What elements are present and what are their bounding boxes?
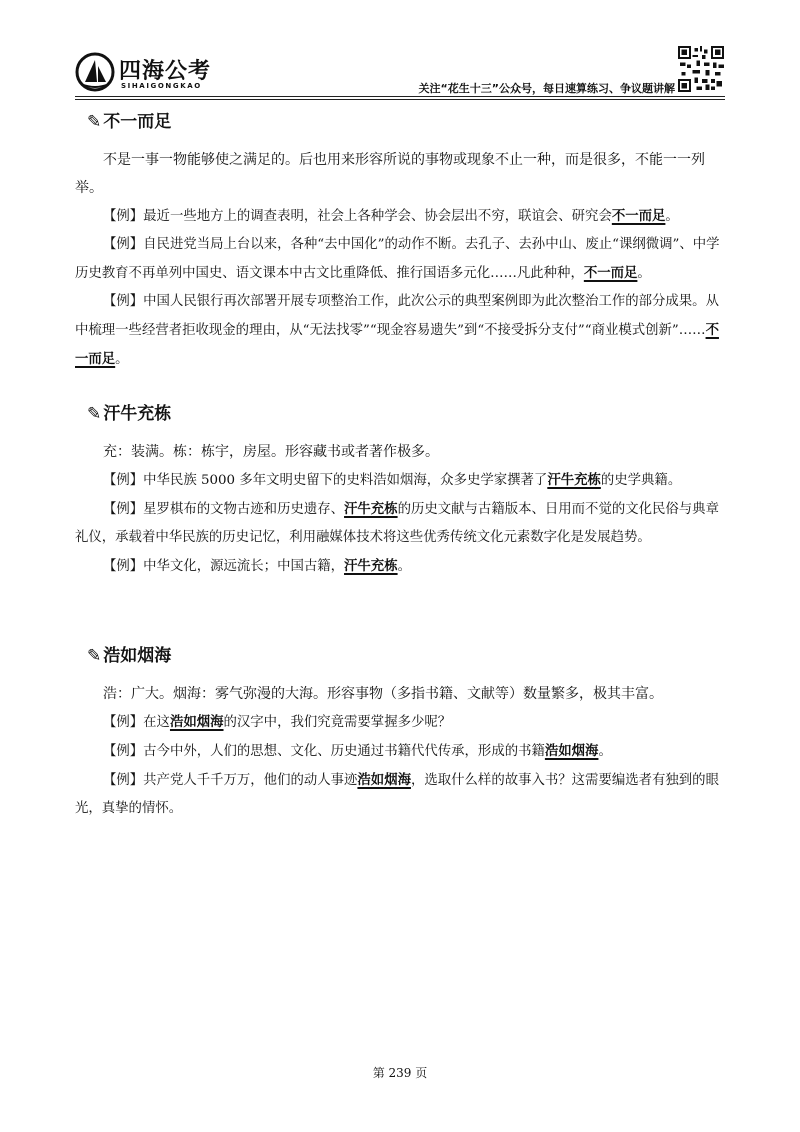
example-paragraph: 【例】中国人民银行再次部署开展专项整治工作，此次公示的典型案例即为此次整治工作的部分成果。从中梳理一些经营者拒收现金的理由，从“无法找零”“现金容易遗失”到“不接受拆分支付”“商业模式创新”……不一而足。 [75,294,719,367]
example-paragraph: 【例】星罗棋布的文物古迹和历史遗存、汗牛充栋的历史文献与古籍版本、日用而不觉的文化民俗与典章礼仪，承载着中华民族的历史记忆，利用融媒体技术将这些优秀传统文化元素数字化是发展趋势。 [75,501,719,545]
idiom-section-1 [75,110,725,374]
keyword: 不一而足 [583,265,638,281]
keyword: 汗牛充栋 [547,472,601,488]
header-slogan: 关注“花生十三”公众号，每日速算练习、争议题讲解 [418,82,675,95]
idiom-definition: 不是一事一物能够使之满足的。后也用来形容所说的事物或现象不止一种，而是很多，不能一一列举。 [75,152,705,196]
example-paragraph: 【例】共产党人千千万万，他们的动人事迹浩如烟海，选取什么样的故事入书？这需要编选者有独到的眼光，真挚的情怀。 [75,772,719,816]
logo [75,52,235,100]
qr-code-icon [678,46,724,92]
sail-logo-icon [75,52,115,92]
page-number: 第 239 页 [372,1066,428,1080]
idiom-title: ✎ 不一而足 [87,112,172,132]
keyword: 不一而足 [611,208,666,224]
idiom-section-2 [75,402,725,581]
keyword: 汗牛充栋 [344,558,398,574]
pencil-icon: ✎ [87,404,102,424]
example-paragraph: 【例】中华民族 5000 多年文明史留下的史料浩如烟海，众多史学家撰著了汗牛充栋的史学典籍。 [103,472,682,488]
example-paragraph: 【例】在这浩如烟海的汉字中，我们究竟需要掌握多少呢？ [103,714,452,730]
idiom-definition: 浩：广大。烟海：雾气弥漫的大海。形容事物（多指书籍、文献等）数量繁多，极其丰富。 [103,686,663,702]
example-paragraph: 【例】古今中外，人们的思想、文化、历史通过书籍代代传承，形成的书籍浩如烟海。 [103,743,612,759]
example-paragraph: 【例】中华文化，源远流长；中国古籍，汗牛充栋。 [103,558,411,574]
keyword: 浩如烟海 [169,714,224,730]
logo-subtext: SIHAIGONGKAO [121,82,202,90]
idiom-section-3 [75,644,725,823]
pencil-icon: ✎ [87,646,102,666]
page-header [0,0,800,100]
example-paragraph: 【例】最近一些地方上的调查表明，社会上各种学会、协会层出不穷，联谊会、研究会不一而足。 [103,208,679,224]
idiom-title: ✎ 浩如烟海 [87,646,172,666]
keyword: 不一而足 [75,322,719,367]
keyword: 汗牛充栋 [344,501,398,517]
idiom-definition: 充：装满。栋：栋宇，房屋。形容藏书或者著作极多。 [103,444,439,460]
pencil-icon: ✎ [87,112,102,132]
header-rule [75,96,725,97]
logo-text: 四海公考 [119,59,212,84]
keyword: 浩如烟海 [357,772,411,788]
example-paragraph: 【例】自民进党当局上台以来，各种“去中国化”的动作不断。去孔子、去孙中山、废止“课纲微调”、中学历史教育不再单列中国史、语文课本中古文比重降低、推行国语多元化……凡此种种，不一而足。 [75,237,720,281]
header-rule-thin [75,99,725,100]
idiom-title: ✎ 汗牛充栋 [87,404,172,424]
keyword: 浩如烟海 [544,743,599,759]
